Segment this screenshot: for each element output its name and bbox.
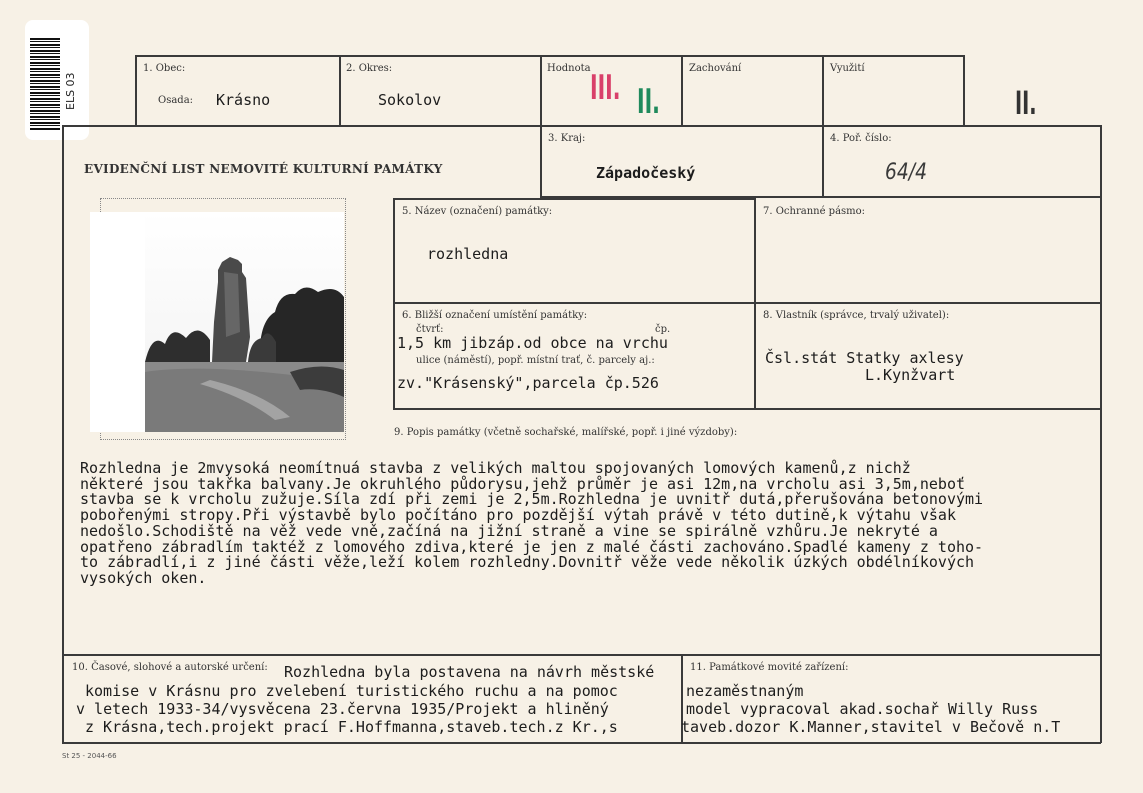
form-line [135, 55, 137, 126]
form-line [62, 125, 64, 743]
corner-mark: II. [1015, 84, 1037, 122]
popis-label: 9. Popis památky (včetně sochařské, malířské, popř. i jiné výzdoby): [394, 427, 738, 438]
form-line [62, 654, 1101, 656]
osada-value: Krásno [216, 91, 271, 109]
barcode-icon [30, 38, 60, 130]
nazev-value: rozhledna [427, 245, 509, 263]
movite-line2: model vypracoval akad.sochař Willy Russ [686, 700, 1039, 718]
hodnota-label: Hodnota [547, 63, 591, 74]
okres-label: 2. Okres: [346, 63, 393, 74]
vlastnik-line2: L.Kynžvart [865, 366, 956, 384]
form-line [1100, 125, 1102, 743]
por-cislo-value: 64/4 [885, 160, 927, 185]
urceni-line2: v letech 1933-34/vysvěcena 23.června 1935/Projekt a hliněný [76, 700, 609, 718]
por-cislo-label: 4. Poř. číslo: [830, 133, 892, 144]
form-line [681, 55, 683, 126]
form-line [135, 55, 964, 57]
urceni-line1: komise v Krásnu pro zvelebení turistického ruchu a na pomoc [85, 682, 618, 700]
popis-line: to zábradlí,i z jiné části věže,leží kolem rozhledny.Dovnitř věže vede několik úzkých obdélníkových [80, 553, 975, 572]
form-line [62, 742, 1101, 744]
obec-label: 1. Obec: [143, 63, 186, 74]
vlastnik-line1: Čsl.stát Statky axlesy [765, 349, 964, 367]
popis-line: stavba se k vrcholu zužuje.Síla zdí při zemi je 2,5m.Rozhledna je uvnitř dutá,přerušována betonovými [80, 490, 984, 509]
osada-label: Osada: [158, 95, 194, 106]
ochranne-pasmo-label: 7. Ochranné pásmo: [763, 206, 866, 217]
form-line [339, 55, 341, 126]
sticker-label: ELS 03 [64, 72, 77, 110]
form-line [62, 125, 1101, 127]
zachovani-label: Zachování [689, 63, 742, 74]
popis-line: opatřeno zábradlím taktéž z lomového zdiva,které je jen z malé části zachováno.Spadlé kameny z toho- [80, 537, 984, 556]
form-line [393, 198, 755, 200]
movite-label: 11. Památkové movité zařízení: [690, 662, 849, 673]
vlastnik-label: 8. Vlastník (správce, trvalý uživatel): [763, 310, 950, 321]
urceni-line3: z Krásna,tech.projekt prací F.Hoffmanna,staveb.tech.z Kr.,s [85, 718, 618, 736]
okres-value: Sokolov [378, 91, 442, 109]
umisteni-line2: zv."Krásenský",parcela čp.526 [397, 374, 659, 392]
form-line [540, 55, 542, 197]
footer-code: St 25 - 2044-66 [62, 752, 117, 760]
form-line [963, 55, 965, 126]
umisteni-label: 6. Bližší označení umístění památky: [402, 310, 588, 321]
popis-line: pobořenými stropy.Při výstavbě bylo počítáno pro pozdější výtah právě v této dutině,k výtahu však [80, 506, 956, 525]
movite-line1: nezaměstnaným [686, 682, 804, 700]
form-line [754, 198, 756, 409]
tower-photo [90, 212, 344, 432]
form-line [393, 302, 1100, 304]
popis-line: Rozhledna je 2mvysoká neomítnuá stavba z velikých maltou spojovaných lomových kamenů,z nichž [80, 459, 911, 477]
hodnota-green-mark: II. [637, 82, 660, 122]
popis-line: vysokých oken. [80, 568, 207, 587]
ctvrt-label: čtvrť: [416, 324, 444, 335]
popis-line: nedošlo.Schodiště na věž vede vně,začíná na jižní straně a vine se spirálně vzhůru.Je nekryté a [80, 521, 938, 540]
movite-line3: taveb.dozor K.Manner,stavitel v Bečově n.T [681, 718, 1061, 736]
kraj-label: 3. Kraj: [548, 133, 586, 144]
cp-label: čp. [655, 324, 671, 335]
form-line [822, 55, 824, 197]
form-line [393, 198, 395, 409]
urceni-label: 10. Časové, slohové a autorské určení: [72, 662, 268, 673]
hodnota-red-mark: III. [590, 68, 621, 108]
ulice-label: ulice (náměstí), popř. místní trať, č. parcely aj.: [416, 355, 655, 366]
vyuziti-label: Využití [830, 63, 865, 74]
form-title: EVIDENČNÍ LIST NEMOVITÉ KULTURNÍ PAMÁTKY [84, 162, 443, 176]
nazev-label: 5. Název (označení) památky: [402, 206, 553, 217]
kraj-value: Západočeský [596, 164, 696, 182]
popis-text [80, 461, 1090, 587]
umisteni-line1: 1,5 km jibzáp.od obce na vrchu [397, 334, 668, 352]
urceni-line0: Rozhledna byla postavena na návrh městské [284, 663, 655, 681]
form-line [393, 408, 1100, 410]
popis-line: některé jsou takřka balvany.Je okruhlého půdorysu,jehž průměr je asi 12m,na vrcholu asi 3,5m,neboť [80, 474, 966, 493]
